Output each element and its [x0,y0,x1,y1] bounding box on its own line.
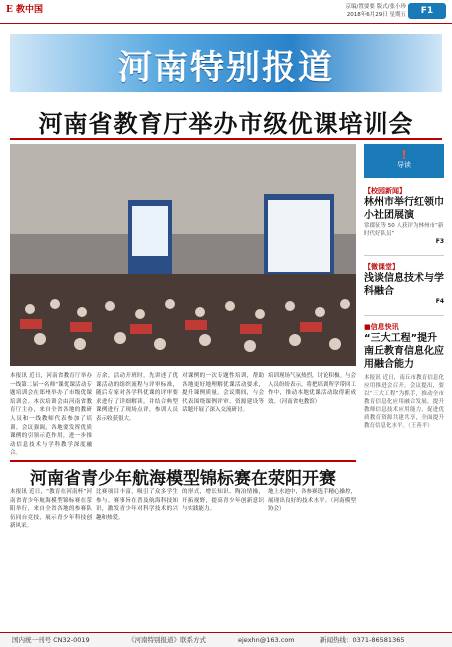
sidebar-guide [364,144,444,634]
footer-contact: 《河南特别报道》联系方式 [128,636,206,644]
guide-header [364,144,444,178]
exclamation-icon: ! [401,148,407,162]
story2-col-1: 本报讯 近日，“教育在河南杯”河南省青少年航海模型锦标赛在荥阳举行，来自全省各地的参赛队伍同台竞技，展示青少年科技创新风采。 [10,489,92,530]
masthead-meta [346,3,406,19]
section-rule [10,460,356,462]
lead-story-col-2: 万余。活动开班时，先讲述了优课活动的组织流程与评审标准，随后专家对各学科优课的评审要求进行了详细解读，并结合典型课例进行了现场点评，参训人员表示收获很大。 [96,373,178,422]
side-section-3: ■信息快讯 [364,323,399,331]
masthead [0,0,452,24]
side-ref-1: F3 [435,238,444,245]
side-meta-1: 常郡征等 50 人获评为林州市“新时代好队员” [364,223,444,237]
story2-col-3: 的形式，增长知识、陶冶情操，开拓视野，提高青少年创新意识与实践能力。 [182,489,264,513]
side-section-2: 【微课堂】 [364,263,399,271]
page-number-badge: F1 [408,3,446,19]
conference-hall-illustration [10,144,356,366]
lead-story-col-3: 对课例的一次专题性培训，帮助各地更好地理解优课活动要求，提升课例质量。会议期间，与会代表围绕课例评审、资源建设等话题开展了深入交流研讨。 [182,373,264,414]
side-title-2: 浅谈信息技术与学科融合 [364,273,444,297]
story2-headline: 河南省青少年航海模型锦标赛在荥阳开赛 [30,469,336,489]
footer-phone: 新闻热线：0371-86581365 [320,636,405,644]
footer-email[interactable]: ejexhn@163.com [238,636,295,644]
side-item-1 [364,186,444,245]
lead-story-col-1: 本报讯 近日，河南省教育厅举办一线第二届一名师“课优课活动专题培训会在郑州举办了市级优课培训会。本次培训会由河南省教育厅主办，来自全省各地的教研人员和一线教师代表参加了培训。会议强调，各地要发挥优质课例的引领示范作用，进一步推动信息技术与学科教学深度融合。 [10,373,92,457]
side-item-3 [364,315,444,430]
side-ref-2: F4 [435,298,444,305]
side-section-1: 【校园新闻】 [364,187,406,195]
date-line: 2018年6月29日 星期五 [346,12,406,18]
side-item-2 [364,255,444,305]
side-title-3: “三大工程”提升南丘教育信息化应用融合能力 [364,333,444,370]
headline-rule [10,138,442,140]
banner-title: 河南特别报道 [118,48,334,88]
lead-story-col-4: 培训现场气氛热烈，讨论积极。与会人员纷纷表示，将把培训所学带回工作中，推动本地优课活动取得新成效。（河南省电教馆） [268,373,356,405]
guide-label: 导读 [397,161,411,169]
edition-label: E 教中国 [6,5,43,15]
side-body-3: 本报讯 近日，南丘市教育信息化应用推进会召开。会议提出，要以“三大工程”为抓手，推动全市教育信息化应用融合发展，提升教师信息技术应用能力，促进优质教育资源共建共享，全面提升教育信息化水平。（王善平） [364,375,444,429]
editor-line: 京编/置要要 版式/张小珍 [345,4,406,10]
lead-headline: 河南省教育厅举办市级优课培训会 [38,110,414,138]
special-report-banner [10,34,442,92]
story2-col-4: 地上水池中，各参赛选手精心操控，展现出良好的技术水平。（河南模型协会） [268,489,356,513]
side-title-1: 林州市举行红领巾小社团展演 [364,197,444,221]
footer-bar [0,632,452,647]
footer-issn: 国内统一刊号 CN32-0019 [12,636,90,644]
lead-photo [10,144,356,366]
story2-col-2: 比赛项目丰富，吸引了众多学生参与。赛事旨在普及航海科技知识，激发青少年对科学技术的兴趣和热爱。 [96,489,178,521]
